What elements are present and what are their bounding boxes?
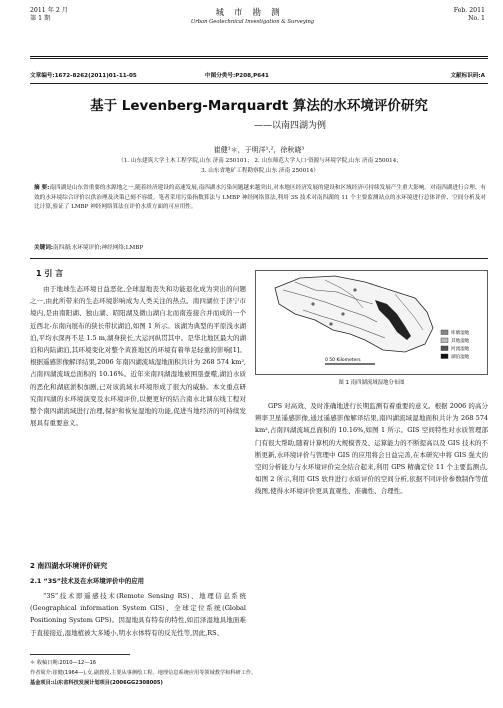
header-rule-thin <box>30 58 488 59</box>
section-2-1-body: “3S”技术即遥感技术(Remote Sensing RS)、地理信息系统(Geographical information System GIS)、全球定位系统(Global Positioning System GPS)。因湿地具有特有的特性,如沼泽湿地具地面难于直接接近,湿地植被大多矮小,明水水体特有的反光性等,因此,RS、 <box>30 592 246 637</box>
clc-number: 中图分类号:P208,P641 <box>205 73 269 79</box>
journal-name-en: Urban Geotechnical Investigation & Surveying <box>190 19 315 25</box>
issue-info-en <box>454 7 485 23</box>
keywords <box>34 243 486 251</box>
article-number: 文章编号:1672-8262(2011)01-11-05 <box>30 73 137 79</box>
reservoir-3 <box>353 288 356 291</box>
section-1-body: 由于地球生态环境日益恶化,全球湿地丧失和功能退化成为突出的问题之一,由此所带来的生态环境影响成为人类关注的热点。南四湖位于济宁市境内,是由南阳湖、独山湖、昭阳湖及微山湖自北而南连接合并而成的一个近西北-东南向展布的狭长带状湖泊,如图 1 所示。该湖为典型的平原浅水湖泊,平均水深再不足 1.5 m,湖身狭长,大运河纵贯其中。是华北地区最大的湖泊和内陆湖泊,其环境变化对整个黄淮地区的环境有着举足轻重的影响[1]。根据遥感影像解译结果,2006 年南四湖流域湿地面积共计为 268 574 km²,占南四湖流域总面积的 10.16%。近年来南四湖湿地被围垦蚕噬,湖泊水质的恶化和湖底淤积加剧,已对该流域水环境形成了很大的威胁。本文重点研究南四湖的水环境演变及水环境评价,以便更好的结合南水北调东线工程对整个南四湖流域进行治理,保护和恢复湿地的功能,促进当地经济的可持续发展具有重要意义。 <box>30 285 246 428</box>
footnote-fund: 基金项目:山东省科技发展计划项目(2006GG2308005) <box>30 680 163 686</box>
legend-label-3: 河流湿地 <box>451 347 470 352</box>
issue-info <box>30 7 68 23</box>
footnote-rule <box>30 654 130 655</box>
figure-1 <box>255 270 488 375</box>
journal-header <box>150 6 355 25</box>
legend-swatch-4 <box>441 354 448 359</box>
keywords-label: 关键词: <box>34 245 54 251</box>
header-rule <box>30 56 488 57</box>
reservoir-2 <box>341 312 344 315</box>
footnote-author: 作者简介:崔健(1964—),女,副教授,主要从事测绘工程、地理信息系统应用等领域教学和科研工作。 <box>30 670 257 676</box>
wetland-map <box>255 270 488 375</box>
section-1-heading: 1 引 言 <box>36 269 64 278</box>
legend-swatch-2 <box>441 338 448 343</box>
abstract-label: 摘 要: <box>34 185 50 191</box>
abstract-rule <box>30 258 488 259</box>
issue-number-en: No. 1 <box>468 15 485 22</box>
figure-1-caption: 图 1 南四湖流域湿地分布图 <box>338 380 405 386</box>
paper-subtitle: ——以南四湖为例 <box>253 121 326 131</box>
reservoir-4 <box>329 322 332 325</box>
legend-swatch-3 <box>441 346 448 351</box>
legend-label-4: 湖泊湿地 <box>451 355 470 360</box>
issue-number: 第 1 期 <box>30 15 51 22</box>
footnote-received: ＊ 收稿日期:2010—12—16 <box>30 660 97 666</box>
legend-label-2: 其他湿地 <box>451 339 470 344</box>
affiliation-line-1: （1. 山东建筑大学土木工程学院,山东 济南 250101； 2. 山东师范大学人口·资源与环境学院,山东 济南 250014； <box>118 158 402 164</box>
reservoir-1 <box>311 302 314 305</box>
journal-name-cn: 城市勘测 <box>215 8 290 18</box>
paper-title: 基于 Levenberg-Marquardt 算法的水环境评价研究 <box>90 98 428 114</box>
keywords-text: 南四湖;水环境评价;神经网络;LMBP <box>53 245 144 251</box>
section-2-1-heading: 2.1 “3S”技术及在水环境评价中的应用 <box>30 577 145 585</box>
author-list: 崔健¹＊，于明洋¹,²，徐秋晓³ <box>213 146 305 154</box>
legend-swatch-1 <box>441 330 448 335</box>
document-code: 文献标识码:A <box>450 73 485 79</box>
abstract <box>34 184 486 213</box>
right-column-body: GPS 对高效、及时准确地进行长期监测有着重要的意义。根据 2006 的高分辨率卫星遥感影像,通过遥感影像解译结果,南四湖流域湿地面积共计为 268 574 km²,占南四湖流域总面积的 10.16%,如图 1 所示。GIS 空间特性对水质管理部门有很大帮助,随着计算机的大规模普及、运算能力的不断提高以及 GIS 技术的不断更新,水环境评价与管理中 GIS 的应用将会日益完善,在本研究中将 GIS 强大的空间分析能力与水环境评价完全结合起来,利用 GPS 精确定位 11 个主要监测点,如图 2 所示,利用 GIS 软件进行水质评价的空间分析,依据不同评价参数制作等值线图,使得水环境评价更具直观性、准确性、合理性。 <box>255 402 488 496</box>
issue-date-en: Feb. 2011 <box>453 7 485 14</box>
legend-label-1: 库塘湿地 <box>451 331 470 336</box>
affiliation-line-2: 3. 山东省地矿工程勘察院,山东 济南 250014） <box>201 168 319 174</box>
scale-label: 0 50 Kilometers <box>325 358 361 363</box>
meta-rule <box>30 83 488 84</box>
section-2-heading: 2 南四湖水环境评价研究 <box>30 562 108 570</box>
abstract-text: 南四湖是山东省重要的水源地之一,随着经济建设的高速发展,南四湖水污染问题越来越突出,对本地区经济发展的建设和区域经济可持续发展产生重大影响。对南四湖进行合理、有效的水环境综合评价以供治理及决策已刻不容缓。笔者采用污染指数算法与 LMBP 神经网络算法,利用 3S 技术对南四湖的 11 个主要监测站点的水环境进行总体评价、空间分析及对比计算,验证了 LMBP 神经网络算法在评价水质方面的可应用性。 <box>34 185 487 211</box>
issue-date: 2011 年 2 月 <box>30 7 68 14</box>
